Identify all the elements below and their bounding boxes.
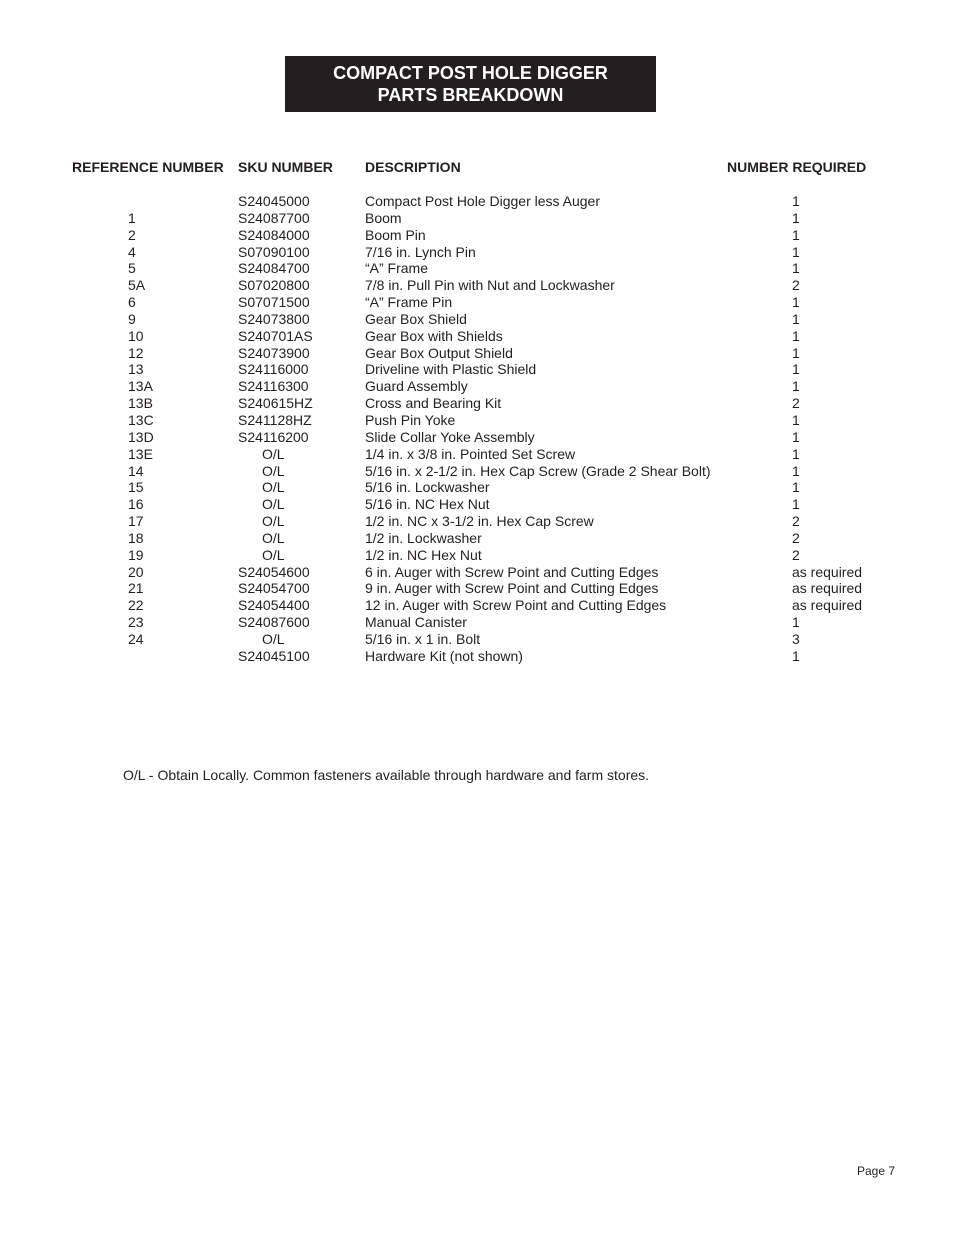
description-cell: 12 in. Auger with Screw Point and Cutting Edges: [365, 597, 667, 614]
description-cell: Gear Box Output Shield: [365, 344, 513, 361]
reference-cell: 23: [128, 614, 144, 631]
page-title-line-1: COMPACT POST HOLE DIGGER: [333, 63, 608, 83]
quantity-cell: 2: [792, 277, 800, 294]
sku-cell: O/L: [262, 479, 285, 496]
table-row: [0, 227, 954, 244]
quantity-cell: 1: [792, 496, 800, 513]
description-cell: 5/16 in. NC Hex Nut: [365, 496, 490, 513]
table-row: [0, 564, 954, 581]
quantity-cell: 2: [792, 513, 800, 530]
sku-cell: O/L: [262, 546, 285, 563]
sku-cell: O/L: [262, 445, 285, 462]
reference-cell: 13A: [128, 378, 153, 395]
reference-cell: 18: [128, 529, 144, 546]
sku-cell: S24045100: [238, 647, 310, 664]
description-cell: Push Pin Yoke: [365, 411, 456, 428]
quantity-cell: 2: [792, 395, 800, 412]
sku-cell: S24116200: [238, 428, 309, 445]
description-cell: Slide Collar Yoke Assembly: [365, 428, 535, 445]
table-row: [0, 412, 954, 429]
description-cell: Driveline with Plastic Shield: [365, 361, 537, 378]
quantity-cell: 1: [792, 260, 800, 277]
table-row: [0, 648, 954, 665]
description-cell: “A” Frame Pin: [365, 294, 453, 311]
sku-cell: O/L: [262, 513, 285, 530]
parts-table: [0, 193, 954, 665]
description-cell: 5/16 in. x 1 in. Bolt: [365, 630, 481, 647]
quantity-cell: 1: [792, 479, 800, 496]
reference-cell: 16: [128, 496, 144, 513]
quantity-cell: 1: [792, 428, 800, 445]
table-row: [0, 446, 954, 463]
sku-cell: S07071500: [238, 294, 310, 311]
table-row: [0, 244, 954, 261]
quantity-cell: as required: [792, 563, 863, 580]
quantity-cell: 1: [792, 462, 800, 479]
description-cell: Hardware Kit (not shown): [365, 647, 523, 664]
reference-cell: 12: [128, 344, 144, 361]
table-row: [0, 210, 954, 227]
description-cell: 7/16 in. Lynch Pin: [365, 243, 476, 260]
table-row: [0, 345, 954, 362]
sku-cell: S24073800: [238, 310, 310, 327]
quantity-cell: 1: [792, 344, 800, 361]
table-row: [0, 513, 954, 530]
sku-cell: S24054600: [238, 563, 310, 580]
sku-cell: S241128HZ: [238, 411, 312, 428]
footnote: O/L - Obtain Locally. Common fasteners available through hardware and farm stores.: [123, 767, 650, 783]
reference-cell: 14: [128, 462, 144, 479]
sku-cell: S24054700: [238, 580, 310, 597]
header-number-required: NUMBER REQUIRED: [727, 159, 867, 175]
table-row: [0, 260, 954, 277]
table-row: [0, 479, 954, 496]
table-row: [0, 614, 954, 631]
sku-cell: O/L: [262, 529, 285, 546]
table-row: [0, 496, 954, 513]
sku-cell: S24073900: [238, 344, 310, 361]
table-row: [0, 378, 954, 395]
description-cell: 7/8 in. Pull Pin with Nut and Lockwasher: [365, 277, 615, 294]
quantity-cell: 1: [792, 445, 800, 462]
reference-cell: 19: [128, 546, 144, 563]
reference-cell: 6: [128, 294, 136, 311]
sku-cell: O/L: [262, 462, 285, 479]
reference-cell: 9: [128, 310, 136, 327]
table-row: [0, 631, 954, 648]
description-cell: Boom Pin: [365, 226, 426, 243]
description-cell: Boom: [365, 209, 402, 226]
table-row: [0, 361, 954, 378]
description-cell: 6 in. Auger with Screw Point and Cutting Edges: [365, 563, 659, 580]
table-row: [0, 193, 954, 210]
quantity-cell: 1: [792, 310, 800, 327]
sku-cell: S24084700: [238, 260, 310, 277]
quantity-cell: 1: [792, 378, 800, 395]
quantity-cell: 1: [792, 411, 800, 428]
reference-cell: 5: [128, 260, 136, 277]
description-cell: 5/16 in. Lockwasher: [365, 479, 490, 496]
table-row: [0, 547, 954, 564]
page-title-line-2: PARTS BREAKDOWN: [377, 85, 564, 105]
reference-cell: 17: [128, 513, 144, 530]
sku-cell: S24116300: [238, 378, 309, 395]
quantity-cell: as required: [792, 597, 863, 614]
reference-cell: 5A: [128, 277, 146, 294]
sku-cell: S24087600: [238, 614, 310, 631]
page-number: Page 7: [857, 1164, 896, 1178]
quantity-cell: 2: [792, 529, 800, 546]
quantity-cell: 1: [792, 361, 800, 378]
reference-cell: 13: [128, 361, 144, 378]
quantity-cell: as required: [792, 580, 863, 597]
quantity-cell: 1: [792, 614, 800, 631]
table-row: [0, 463, 954, 480]
reference-cell: 10: [128, 327, 144, 344]
quantity-cell: 2: [792, 546, 800, 563]
description-cell: 5/16 in. x 2-1/2 in. Hex Cap Screw (Grade 2 Shear Bolt): [365, 462, 711, 479]
description-cell: Manual Canister: [365, 614, 467, 631]
description-cell: Guard Assembly: [365, 378, 468, 395]
sku-cell: S240615HZ: [238, 395, 313, 412]
table-row: [0, 277, 954, 294]
description-cell: Gear Box Shield: [365, 310, 467, 327]
description-cell: Gear Box with Shields: [365, 327, 503, 344]
table-row: [0, 311, 954, 328]
header-description: DESCRIPTION: [365, 159, 461, 175]
description-cell: 1/2 in. NC x 3-1/2 in. Hex Cap Screw: [365, 513, 594, 530]
quantity-cell: 1: [792, 647, 800, 664]
sku-cell: S24084000: [238, 226, 310, 243]
description-cell: Compact Post Hole Digger less Auger: [365, 193, 600, 209]
quantity-cell: 1: [792, 193, 800, 209]
reference-cell: 21: [128, 580, 144, 597]
description-cell: “A” Frame: [365, 260, 428, 277]
sku-cell: S07020800: [238, 277, 310, 294]
sku-cell: O/L: [262, 496, 285, 513]
sku-cell: O/L: [262, 630, 285, 647]
sku-cell: S24116000: [238, 361, 309, 378]
reference-cell: 13E: [128, 445, 153, 462]
quantity-cell: 3: [792, 630, 800, 647]
reference-cell: 24: [128, 630, 144, 647]
sku-cell: S07090100: [238, 243, 310, 260]
description-cell: 1/4 in. x 3/8 in. Pointed Set Screw: [365, 445, 576, 462]
page-title-box: [285, 56, 656, 112]
table-row: [0, 395, 954, 412]
table-row: [0, 294, 954, 311]
description-cell: Cross and Bearing Kit: [365, 395, 502, 412]
reference-cell: 4: [128, 243, 136, 260]
reference-cell: 15: [128, 479, 144, 496]
sku-cell: S24087700: [238, 209, 310, 226]
reference-cell: 1: [128, 209, 136, 226]
table-row: [0, 328, 954, 345]
sku-cell: S24054400: [238, 597, 310, 614]
reference-cell: 13B: [128, 395, 153, 412]
table-row: [0, 580, 954, 597]
reference-cell: 20: [128, 563, 144, 580]
reference-cell: 13C: [128, 411, 154, 428]
reference-cell: 13D: [128, 428, 154, 445]
sku-cell: S24045000: [238, 193, 310, 209]
quantity-cell: 1: [792, 209, 800, 226]
quantity-cell: 1: [792, 243, 800, 260]
table-header: [0, 159, 954, 177]
description-cell: 1/2 in. NC Hex Nut: [365, 546, 482, 563]
header-reference-number: REFERENCE NUMBER: [72, 159, 224, 175]
reference-cell: 2: [128, 226, 136, 243]
quantity-cell: 1: [792, 226, 800, 243]
table-row: [0, 530, 954, 547]
table-row: [0, 597, 954, 614]
reference-cell: 22: [128, 597, 144, 614]
sku-cell: S240701AS: [238, 327, 313, 344]
description-cell: 9 in. Auger with Screw Point and Cutting Edges: [365, 580, 659, 597]
quantity-cell: 1: [792, 294, 800, 311]
description-cell: 1/2 in. Lockwasher: [365, 529, 482, 546]
header-sku-number: SKU NUMBER: [238, 159, 333, 175]
quantity-cell: 1: [792, 327, 800, 344]
table-row: [0, 429, 954, 446]
